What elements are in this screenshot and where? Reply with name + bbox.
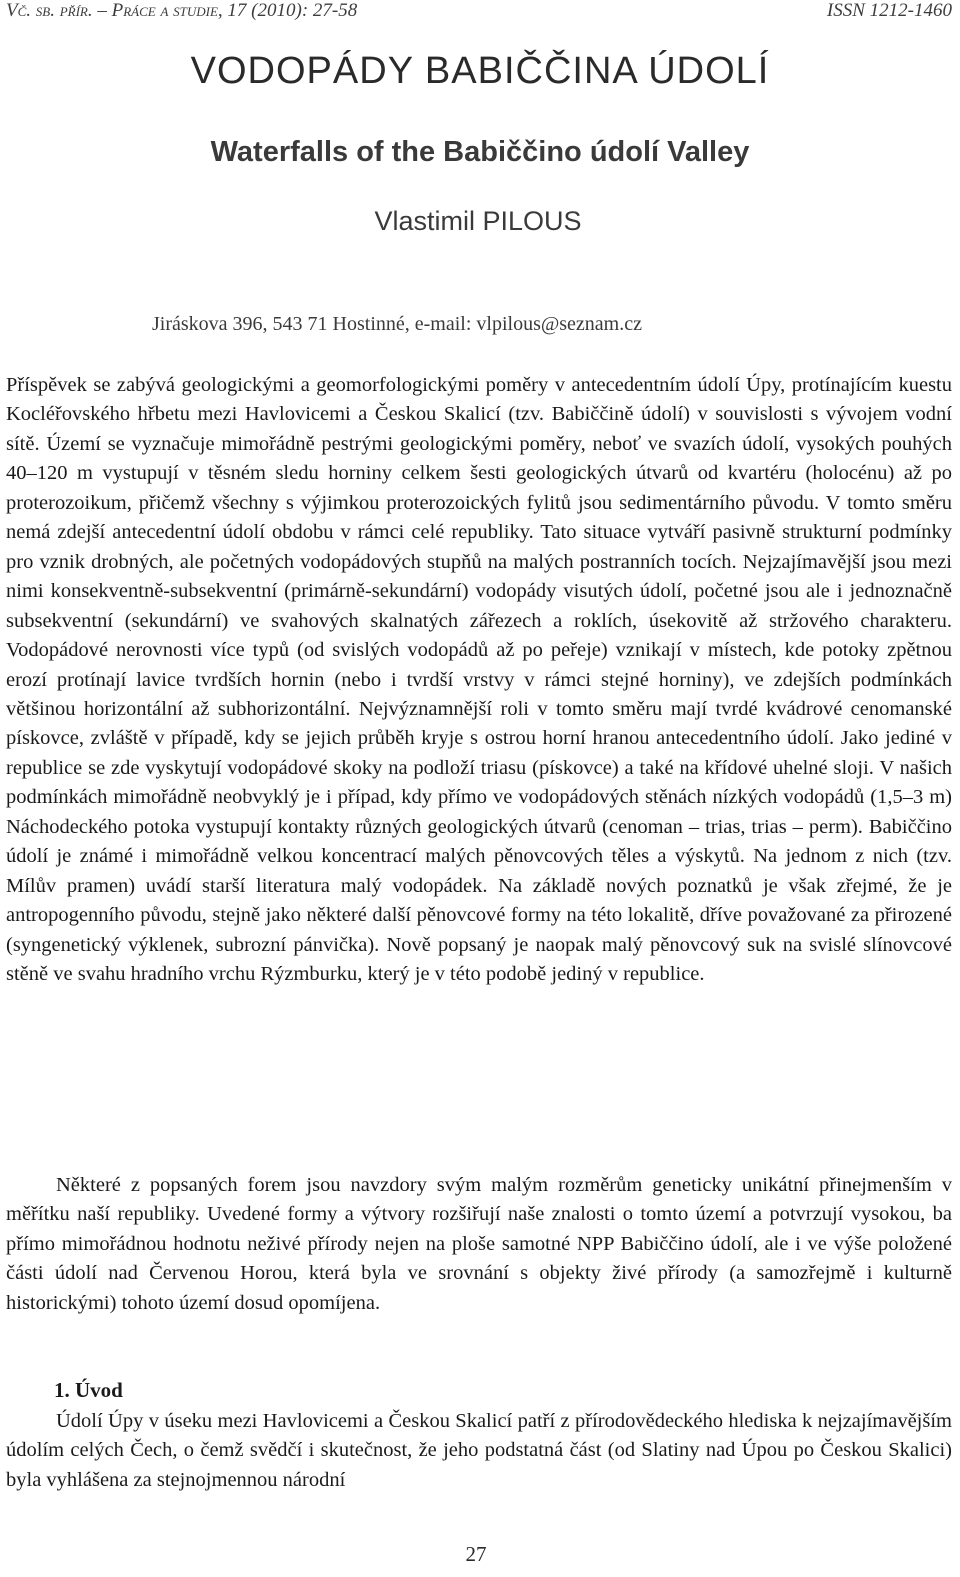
running-header xyxy=(6,0,952,24)
article-title: VODOPÁDY BABIČČINA ÚDOLÍ xyxy=(190,50,770,92)
author-address: Jiráskova 396, 543 71 Hostinné, e-mail: vlpilous@seznam.cz xyxy=(152,313,642,335)
abstract-paragraph-1: Příspěvek se zabývá geologickými a geomorfologickými poměry v antecedentním údolí Úpy, protínajícím kuestu Kocléřovského hřbetu mezi Havlovicemi a Českou Skalicí (tzv. Babiččině údolí) v souvislosti s vývojem vodní sítě. Území se vyznačuje mimořádně pestrými geologickými poměry, neboť ve svazích údolí, vysokých pouhých 40–120 m vystupují v těsném sledu horniny celkem šesti geologických útvarů od kvartéru (holocénu) až po proterozoikum, přičemž všechny s výjimkou proterozoických fylitů jsou sedimentárního původu. V tomto směru nemá zdejší antecedentní údolí obdobu v rámci celé republiky. Tato situace vytváří pasivně strukturní podmínky pro vznik drobných, ale početných vodopádových stupňů na malých postranních tocích. Nejzajímavější jsou mezi nimi konsekventně-subsekventní (primárně-sekundární) vodopády visutých údolí, početné jsou ale i jednoznačně subsekventní (sekundární) ve svahových skalnatých zářezech a roklích, úsekovitě až stržového charakteru. Vodopádové nerovnosti více typů (od svislých vodopádů až po peřeje) vznikají v místech, kde potoky zpětnou erozí protínají lavice tvrdších hornin (nebo i tvrdší vrstvy v rámci stejné horniny), ve zdejších podmínkách většinou horizontální až subhorizontální. Nejvýznamnější roli v tomto směru mají tvrdé kvádrové cenomanské pískovce, zvláště v případě, kdy se jejich průběh kryje s ostrou horní hranou antecedentního údolí. Jako jediné v republice se zde vyskytují vodopádové skoky na podloží triasu (pískovce) a také na křídové uhelné sloji. V našich podmínkách mimořádně neobvyklý je i případ, kdy přímo ve vodopádových stěnách nízkých vodopádů (1,5–3 m) Náchodeckého potoka vystupují kontakty různých geologických útvarů (cenoman – trias, trias – perm). Babiččino údolí je známé i mimořádně velkou koncentrací malých pěnovcových těles a výskytů. Na jednom z nich (tzv. Mílův pramen) uvádí starší literatura malý vodopádek. Na základě nových poznatků je však zřejmé, že je antropogenního původu, stejně jako některé další pěnovcové formy na této lokalitě, dříve považované za přirozené (syngenetický výklenek, subrozní pánvička). Nově popsaný je naopak malý pěnovcový suk na svislé slínovcové stěně ve svahu hradního vrchu Rýzmburku, který je v této podobě jediný v republice. xyxy=(6,374,952,986)
page-number: 27 xyxy=(465,1542,487,1566)
abstract-paragraph-2: Některé z popsaných forem jsou navzdory svým malým rozměrům geneticky unikátní přinejmenším v měřítku naší republiky. Uvedené formy a výtvory rozšiřují naše znalosti o tomto území a potvrzují vysokou, ba přímo mimořádnou hodnotu neživé přírody nejen na ploše samotné NPP Babiččino údolí, ale i ve výše položené části údolí nad Červenou Horou, která byla ve srovnání s objekty živé přírody (a samozřejmě i kulturně historickými) tohoto území dosud opomíjena. xyxy=(6,1174,952,1314)
journal-citation: Vč. sb. přír. – Práce a studie, 17 (2010): 27-58 xyxy=(6,0,358,21)
issn-label: ISSN 1212-1460 xyxy=(826,0,952,21)
intro-paragraph: Údolí Úpy v úseku mezi Havlovicemi a Českou Skalicí patří z přírodovědeckého hlediska k nejzajímavějším údolím celých Čech, o čemž svědčí i skutečnost, že jeho podstatná část (od Slatiny nad Úpou po Českou Skalici) byla vyhlášena za stejnojmennou národní xyxy=(6,1410,952,1491)
author-name: Vlastimil PILOUS xyxy=(374,206,582,236)
article-subtitle: Waterfalls of the Babiččino údolí Valley xyxy=(210,136,750,168)
section-heading-intro: 1. Úvod xyxy=(54,1378,123,1402)
